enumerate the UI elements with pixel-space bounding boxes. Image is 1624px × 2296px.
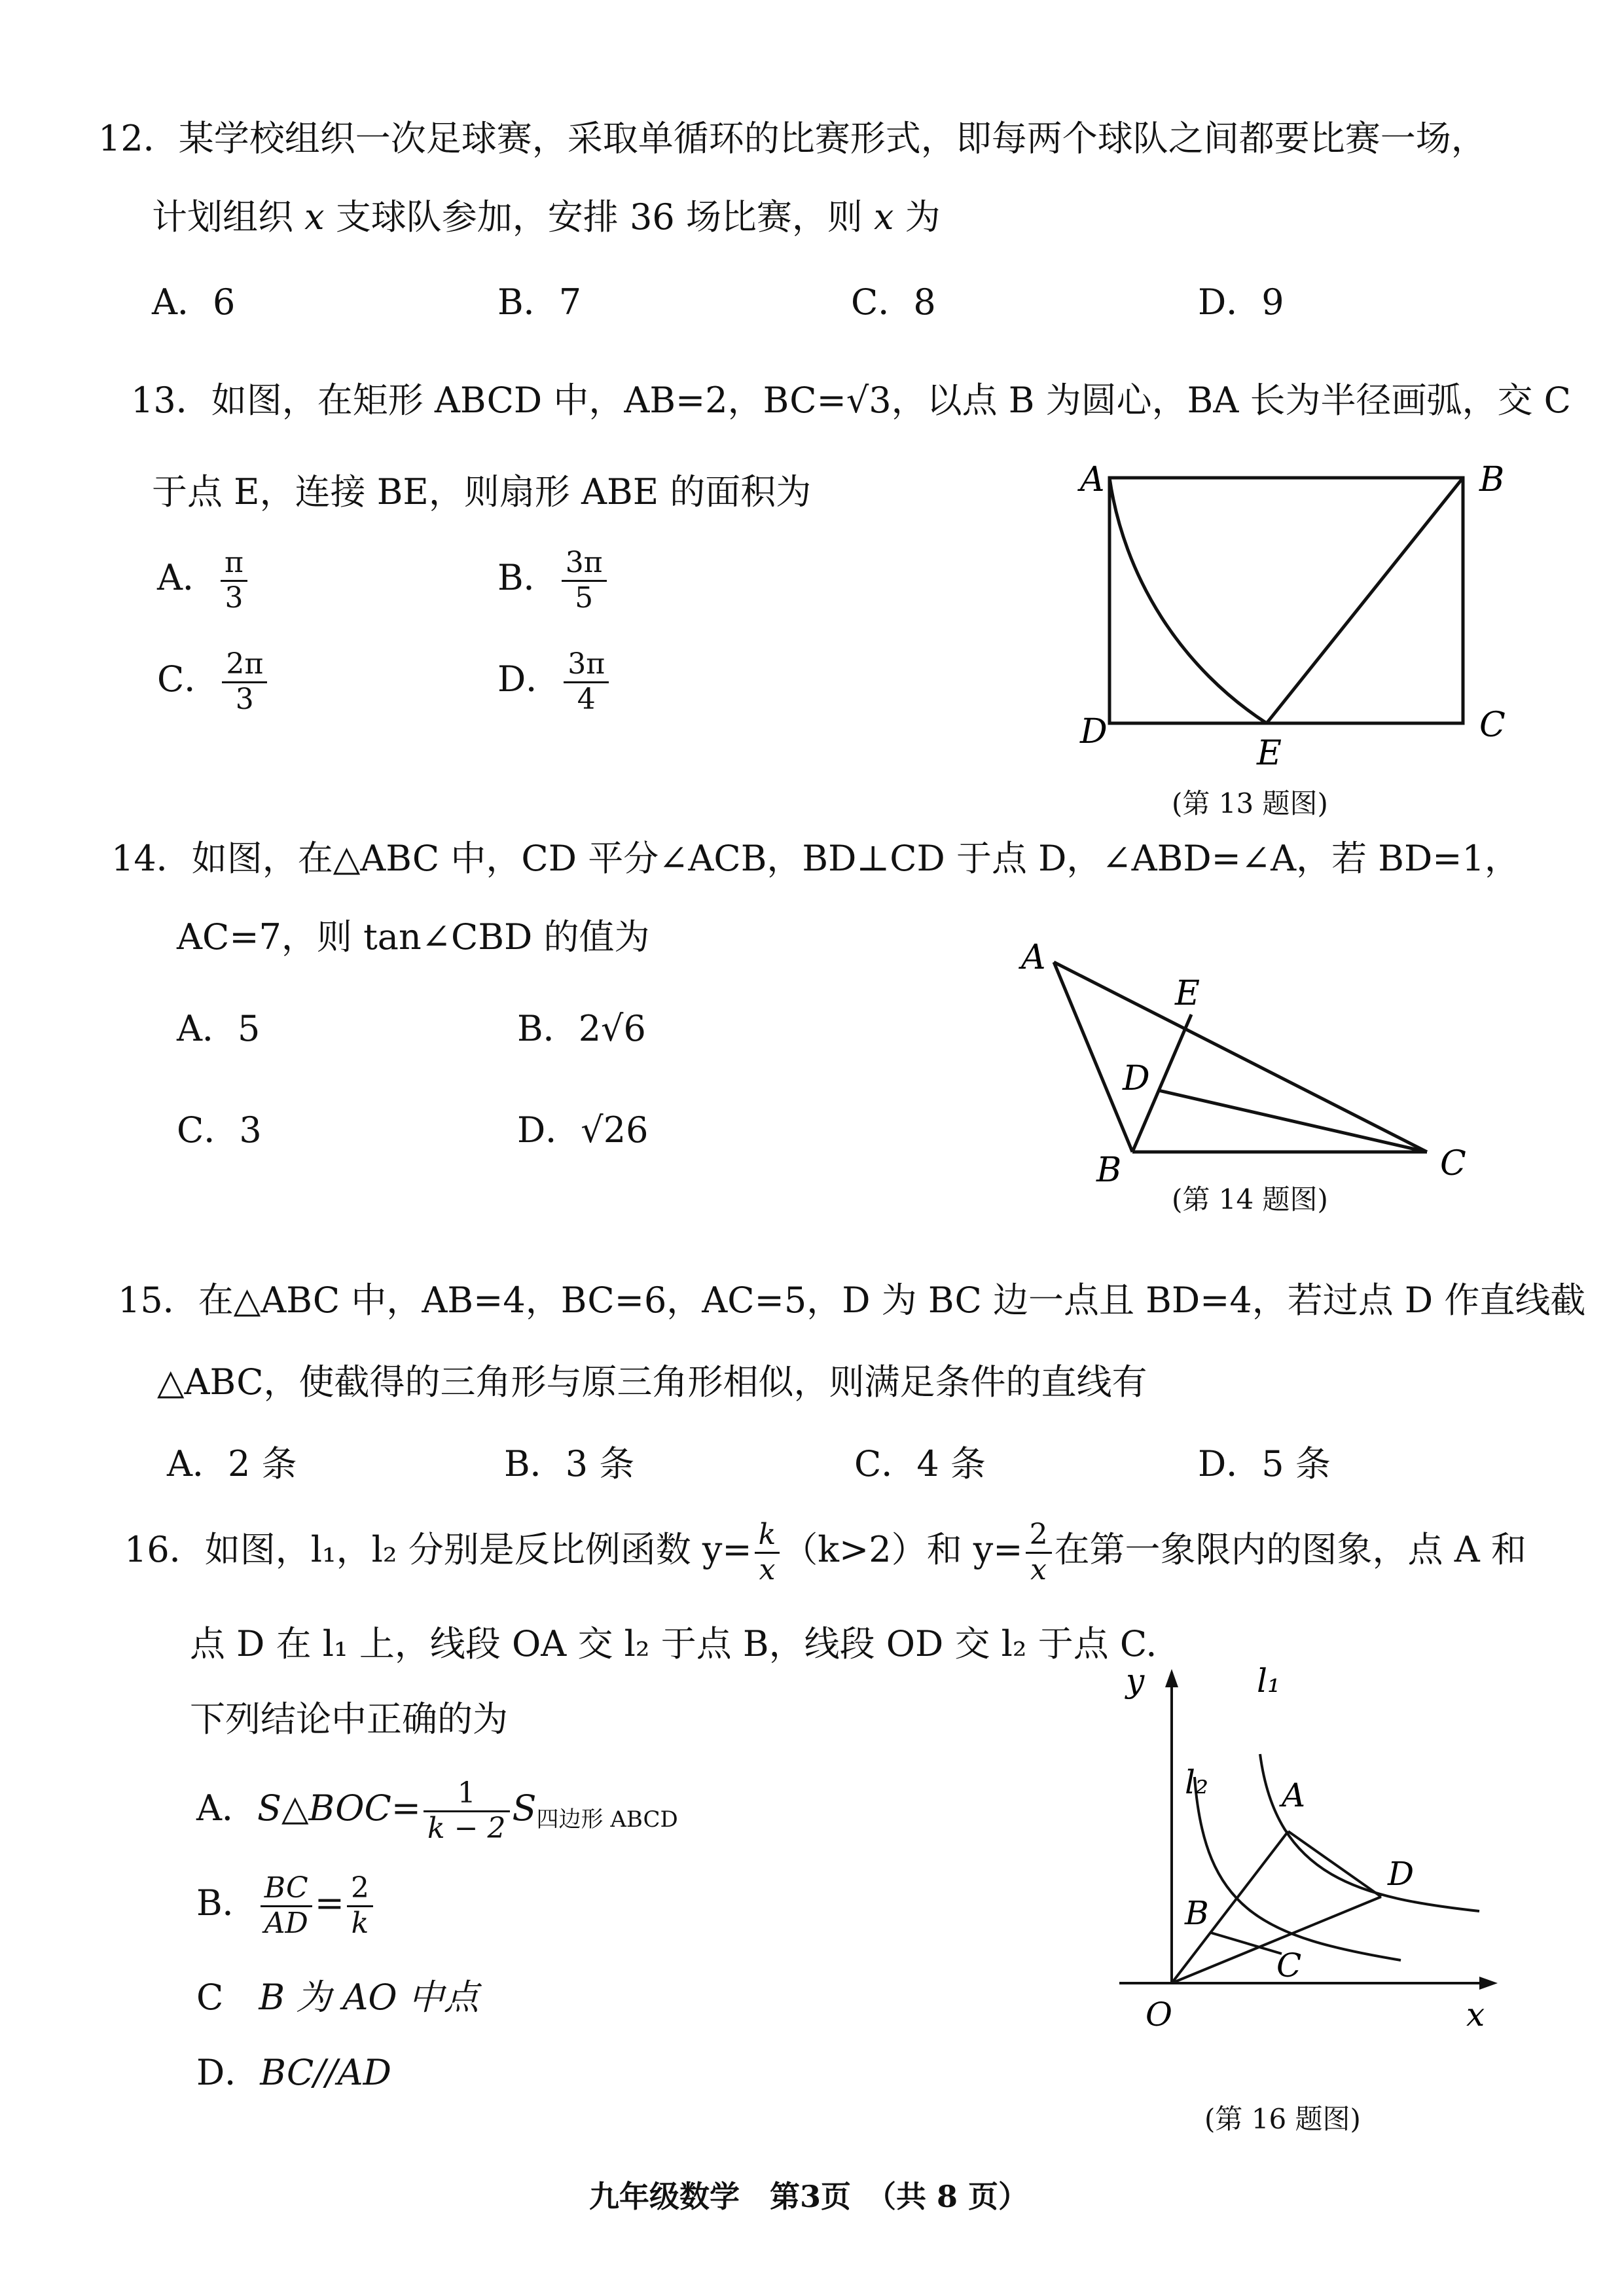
fraction: $\frac{BC}{AD}$ bbox=[261, 1872, 312, 1940]
q16-line2: 点 D 在 l₁ 上，线段 OA 交 l₂ 于点 B，线段 OD 交 l₂ 于点 C. bbox=[190, 1623, 1157, 1664]
q12-option-a: A．6 bbox=[152, 281, 236, 323]
q15-line2: △ABC，使截得的三角形与原三角形相似，则满足条件的直线有 bbox=[157, 1361, 1147, 1403]
label-a: A bbox=[1282, 1776, 1306, 1814]
fraction: $\frac{1}{k - 2}$ bbox=[424, 1777, 510, 1845]
q15-option-c: C．4 条 bbox=[854, 1443, 986, 1484]
q12-line2: 计划组织 x 支球队参加，安排 36 场比赛，则 x 为 bbox=[152, 196, 941, 238]
segment-dc bbox=[1159, 1090, 1427, 1152]
q12-option-d: D．9 bbox=[1198, 281, 1284, 323]
segment-ad bbox=[1288, 1831, 1381, 1897]
q16-option-a: A．S△BOC= $\frac{1}{k - 2}$ S四边形 ABCD bbox=[196, 1776, 678, 1845]
q13-option-a: A． $\frac{\pi}{3}$ bbox=[157, 547, 250, 615]
label-a: A bbox=[1080, 460, 1105, 499]
arc-ae bbox=[1110, 478, 1267, 723]
q12-option-c: C．8 bbox=[851, 281, 936, 323]
y-axis-arrow bbox=[1165, 1669, 1178, 1687]
label-b: B bbox=[1479, 460, 1505, 499]
label-l2: l₂ bbox=[1185, 1763, 1209, 1801]
fraction: $\frac{2}{k}$ bbox=[347, 1872, 373, 1940]
q14-line1: 14．如图，在△ABC 中，CD 平分∠ACB，BD⊥CD 于点 D，∠ABD=∠A，若 BD=1， bbox=[111, 838, 1520, 879]
q13-option-c: C． $\frac{2\pi}{3}$ bbox=[157, 648, 270, 716]
label-b: B bbox=[1096, 1151, 1122, 1185]
q14-option-b: B．2√6 bbox=[517, 1008, 646, 1049]
label-d: D bbox=[1123, 1059, 1150, 1098]
q16-line1: 16．如图，l₁，l₂ 分别是反比例函数 y= $\frac{k}{x}$ （k>2）和 y= $\frac{2}{x}$ 在第一象限内的图象，点 A 和 bbox=[124, 1518, 1526, 1587]
label-d: D bbox=[1080, 712, 1108, 751]
q16-option-b: B． $\frac{BC}{AD}$ = $\frac{2}{k}$ bbox=[196, 1872, 376, 1940]
q16-caption: (第 16 题图) bbox=[1204, 2103, 1361, 2135]
rectangle-abcd bbox=[1110, 478, 1463, 723]
q15-option-d: D．5 条 bbox=[1198, 1443, 1331, 1484]
segment-ac bbox=[1054, 962, 1427, 1152]
label-e: E bbox=[1175, 974, 1200, 1013]
q14-line2: AC=7，则 tan∠CBD 的值为 bbox=[177, 916, 650, 958]
label-c: C bbox=[1440, 1144, 1466, 1183]
fraction-2-over-x: $\frac{2}{x}$ bbox=[1026, 1518, 1052, 1587]
q13-figure bbox=[1060, 452, 1519, 792]
q15-option-a: A．2 条 bbox=[167, 1443, 297, 1484]
label-d: D bbox=[1388, 1855, 1415, 1893]
q13-caption: (第 13 题图) bbox=[1172, 787, 1328, 819]
label-l1: l₁ bbox=[1257, 1662, 1281, 1700]
q14-option-d: D．√26 bbox=[517, 1109, 649, 1151]
q12-line1: 12．某学校组织一次足球赛，采取单循环的比赛形式，即每两个球队之间都要比赛一场， bbox=[98, 118, 1487, 159]
fraction-k-over-x: $\frac{k}{x}$ bbox=[755, 1518, 780, 1587]
fraction: $\frac{3\pi}{5}$ bbox=[562, 547, 607, 615]
q16-option-d: D．BC//AD bbox=[196, 2052, 391, 2093]
q16-option-c: C B 为 AO 中点 bbox=[196, 1977, 479, 2018]
q14-option-a: A．5 bbox=[177, 1008, 261, 1049]
label-o: O bbox=[1146, 1996, 1172, 2034]
segment-ab bbox=[1054, 962, 1132, 1152]
page-footer: 九年级数学 第3页 （共 8 页） bbox=[589, 2179, 1029, 2214]
q15-option-b: B．3 条 bbox=[504, 1443, 635, 1484]
q12-option-b: B．7 bbox=[497, 281, 582, 323]
q16-line3: 下列结论中正确的为 bbox=[190, 1698, 508, 1740]
q13-line2: 于点 E，连接 BE，则扇形 ABE 的面积为 bbox=[152, 471, 812, 512]
q16-figure bbox=[1087, 1662, 1512, 2055]
label-c: C bbox=[1479, 706, 1506, 745]
x-axis-arrow bbox=[1479, 1977, 1498, 1990]
label-a: A bbox=[1021, 938, 1046, 977]
q14-figure bbox=[1001, 923, 1486, 1185]
q14-caption: (第 14 题图) bbox=[1172, 1183, 1328, 1215]
label-b: B bbox=[1185, 1894, 1209, 1932]
fraction: $\frac{2\pi}{3}$ bbox=[222, 648, 267, 716]
q13-line1: 13．如图，在矩形 ABCD 中，AB=2，BC=√3，以点 B 为圆心，BA 长为半径画弧，交 C bbox=[131, 380, 1571, 421]
fraction: $\frac{\pi}{3}$ bbox=[221, 547, 247, 615]
label-x: x bbox=[1466, 1996, 1485, 2034]
label-y: y bbox=[1126, 1662, 1145, 1700]
fraction: $\frac{3\pi}{4}$ bbox=[564, 648, 609, 716]
label-e: E bbox=[1257, 734, 1282, 773]
label-c: C bbox=[1276, 1946, 1302, 1984]
q15-line1: 15．在△ABC 中，AB=4，BC=6，AC=5，D 为 BC 边一点且 BD=4，若过点 D 作直线截 bbox=[118, 1280, 1586, 1321]
q13-option-b: B． $\frac{3\pi}{5}$ bbox=[497, 547, 609, 615]
q14-option-c: C．3 bbox=[177, 1109, 262, 1151]
q13-option-d: D． $\frac{3\pi}{4}$ bbox=[497, 648, 611, 716]
segment-be bbox=[1267, 478, 1463, 723]
